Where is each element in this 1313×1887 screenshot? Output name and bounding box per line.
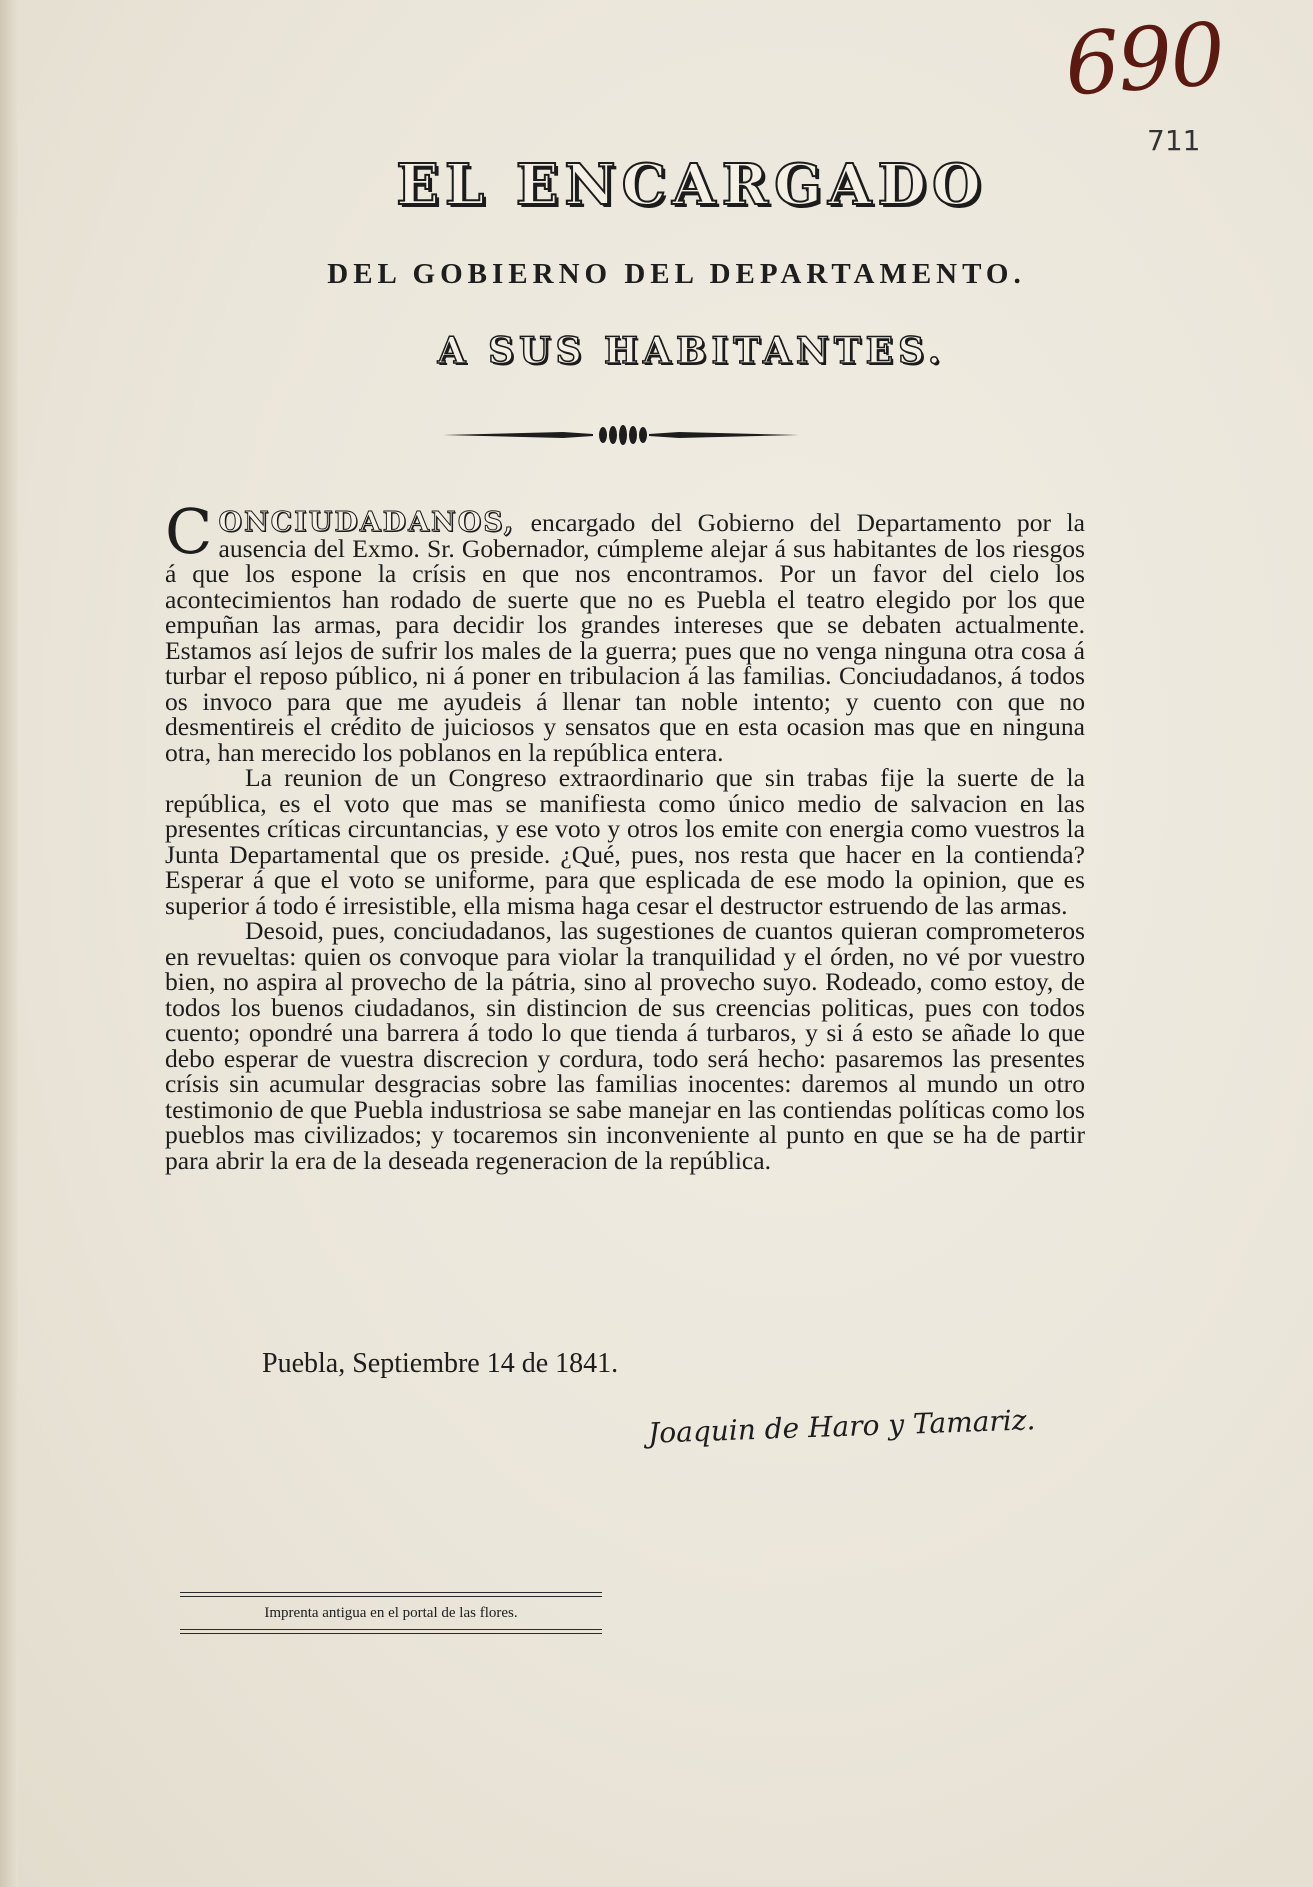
folio-number: 690 (1061, 4, 1227, 116)
heading-subtitle: DEL GOBIERNO DEL DEPARTAMENTO. (327, 258, 1026, 290)
paragraph-3: Desoid, pues, conciudadanos, las sugestiones de cuantos quieran comprometeros en revueltas: quien os convoque para violar la tranquilidad y el órden, no vé por vuestro bien, no aspira al provecho de la pátria, sino al provecho suyo. Rodeado, como estoy, de todos los buenos ciudadanos, sin distincion de sus creencias politicas, pues con todos cuento; opondré una barrera á todo lo que tienda á turbaros, y si á esto se añade lo que debo esperar de vuestra discrecion y cordura, todo será hecho: pasaremos las presentes crísis sin acumular desgracias sobre las familias inocentes: daremos al mundo un otro testimonio de que Puebla industriosa se sabe manejar en las contiendas políticas como los pueblos mas civilizados; y tocaremos sin inconveniente al punto en que se ha de partir para abrir la era de la deseada regeneracion de la república. (165, 916, 1085, 1175)
imprint-rule-bottom (180, 1629, 602, 1634)
heading-addressee: A SUS HABITANTES. (437, 330, 946, 372)
folio-sub-number: 711 (1147, 124, 1201, 157)
ornamental-divider (443, 422, 799, 448)
printer-imprint (180, 1592, 602, 1634)
heading-title: EL ENCARGADO (396, 152, 987, 218)
paragraph-1 (165, 495, 1085, 767)
imprint-text: Imprenta antigua en el portal de las flores. (264, 1605, 518, 1621)
dateline: Puebla, Septiembre 14 de 1841. (262, 1348, 619, 1379)
signature: Joaquin de Haro y Tamariz. (647, 1403, 1036, 1450)
drop-cap: C (165, 495, 213, 568)
proclamation-body (165, 495, 1085, 1175)
paragraph-1-text: encargado del Gobierno del Departamento por la ausencia del Exmo. Sr. Gobernador, cúmpleme alejar á sus habitantes de los riesgos á que los espone la crísis en que nos encontramos. Por un favor del cielo los acontecimientos han rodado de suerte que no es Puebla el teatro elegido por los que empuñan las armas, para decidir los grandes intereses que se debaten actualmente. Estamos así lejos de sufrir los males de la guerra; pues que no venga ninguna otra cosa á turbar el reposo público, ni á poner en tribulacion á las familias. Conciudadanos, á todos os invoco para que me ayudeis á llenar tan noble intento; y cuento con que no desmentireis el crédito de juiciosos y sensatos que en esta ocasion mas que en ninguna otra, han merecido los poblanos en la república entera. (165, 508, 1085, 767)
lead-word: ONCIUDADANOS, (218, 507, 516, 538)
paragraph-2: La reunion de un Congreso extraordinario que sin trabas fije la suerte de la república, es el voto que mas se manifiesta como único medio de salvacion en las presentes críticas circuntancias, y ese voto y otros los emite con energia como vuestros la Junta Departamental que os preside. ¿Qué, pues, nos resta que hacer en la contienda? Esperar á que el voto se uniforme, para que esplicada de ese modo la opinion, que es superior á todo é irresistible, ella misma haga cesar el destructor estruendo de las armas. (165, 763, 1085, 920)
